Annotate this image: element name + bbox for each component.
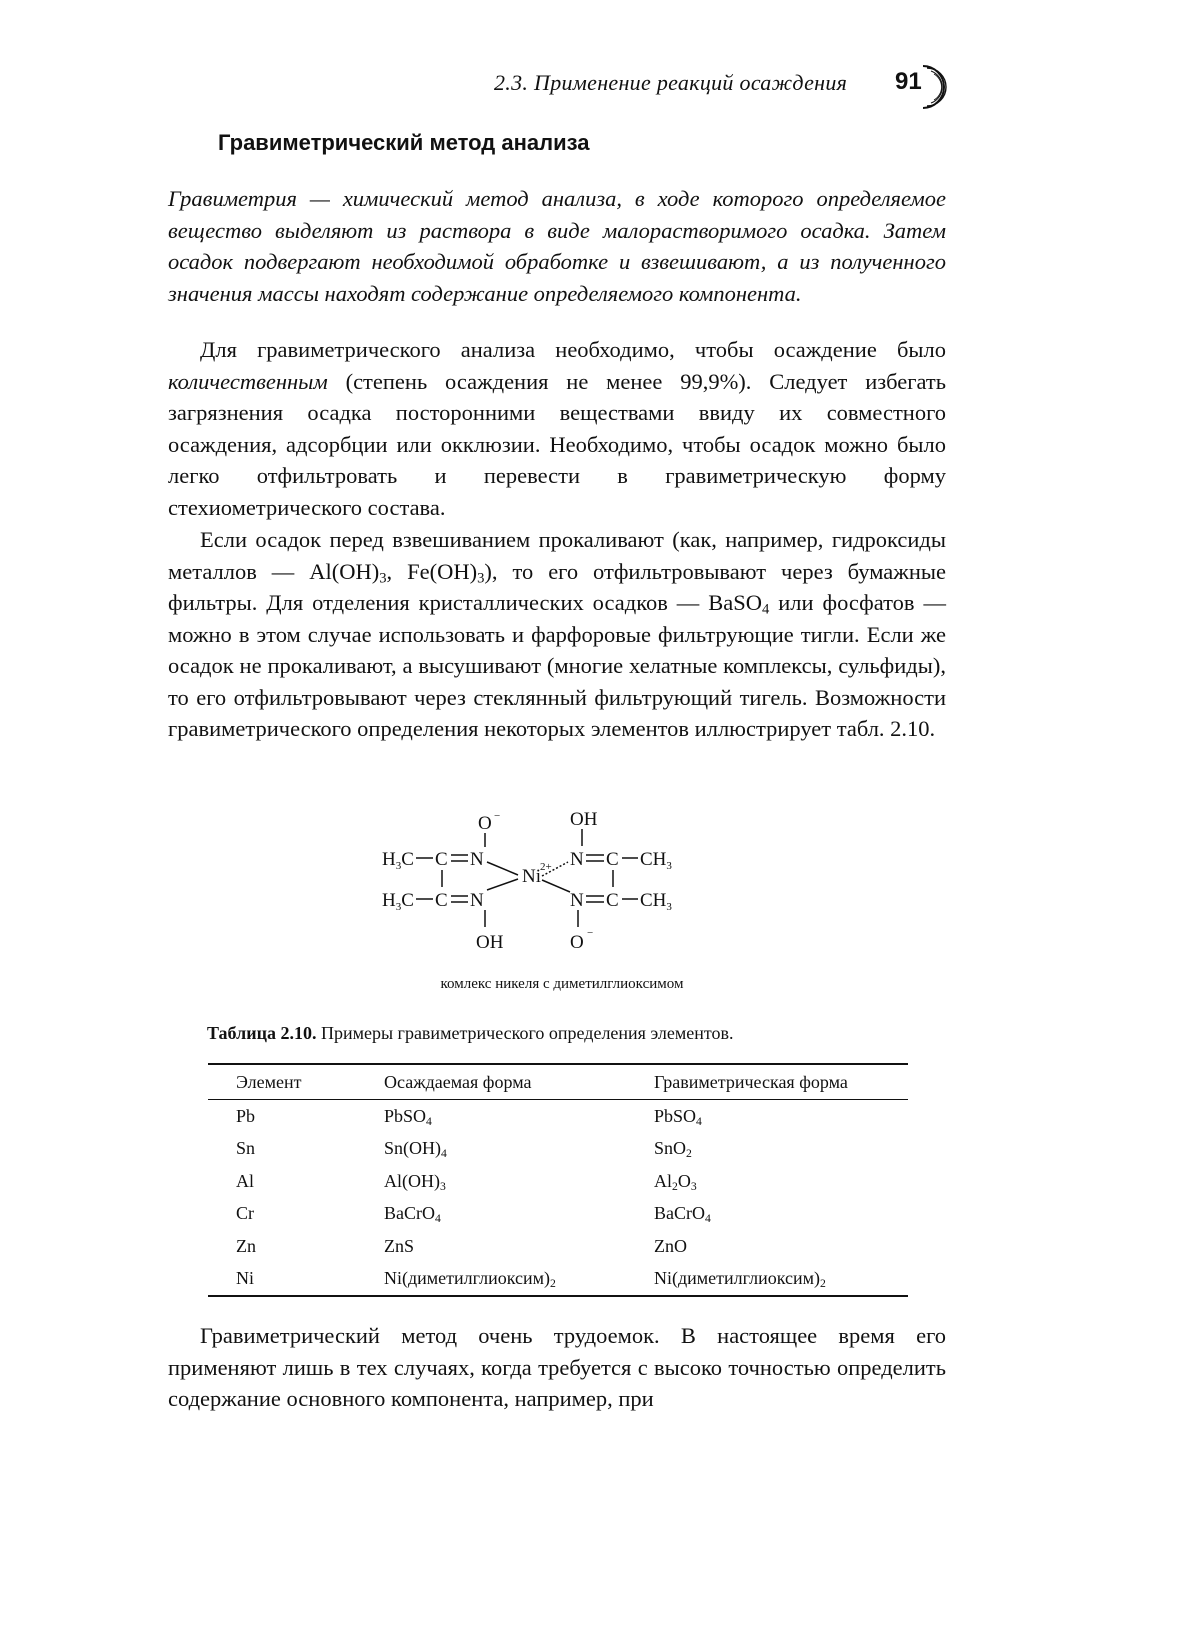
ch3-bottom: $CH_3$ [640, 890, 672, 913]
table-row [208, 1263, 908, 1297]
formula-caption: комлекс никеля с диметилглиоксимом [440, 976, 684, 992]
oh-top: OH [570, 809, 598, 830]
table-row [208, 1133, 908, 1166]
cell-precipitated-form: ZnS [384, 1235, 415, 1256]
cell-precipitated-form: $Al(OH)_3$ [384, 1170, 446, 1193]
cell-precipitated-form: BaCrO$_4$ [384, 1203, 441, 1226]
paragraph-requirements [168, 334, 946, 523]
o-minus-bottom: O [570, 932, 584, 953]
running-title: 2.3. Применение реакций осаждения [494, 70, 848, 95]
cell-precipitated-form: PbSO$_4$ [384, 1105, 432, 1128]
cell-element: Zn [236, 1235, 256, 1256]
atom-c: C [435, 890, 448, 911]
atom-n: N [470, 890, 484, 911]
cell-element: Pb [236, 1105, 256, 1126]
paragraph-conclusion: Гравиметрический метод очень трудоемок. В настоящее время его применяют лишь в тех случаях, когда требуется с высоко точностью определить содержание основного компонента, например, при [168, 1323, 946, 1411]
bond [487, 879, 518, 890]
charge-minus: − [494, 810, 501, 822]
column-header-element: Элемент [236, 1071, 302, 1092]
table-row [208, 1165, 908, 1198]
gravimetry-table [208, 1063, 908, 1297]
table-caption-label: Таблица 2.10. [207, 1023, 317, 1043]
cell-element: Cr [236, 1203, 254, 1224]
subscript: 4 [762, 601, 770, 618]
cell-gravimetric-form: $Ni(диметилглиоксим)_2$ [654, 1268, 826, 1291]
emphasis-quantitative: количественным [168, 368, 328, 394]
cell-precipitated-form: $Sn(OH)_4$ [384, 1138, 447, 1161]
definition-paragraph: Гравиметрия — химический метод анализа, в ходе которого определяемое вещество выделяют из раствора в виде малорастворимого осадка. Затем осадок подвергают необходимой обработке и взвешивают, а из полученного значения массы находят содержание определяемого компонента. [168, 186, 946, 306]
nickel-dimethylglyoxime-structure [382, 809, 730, 960]
cell-gravimetric-form: $Al_2O_3$ [654, 1170, 697, 1193]
ch3-top: $CH_3$ [640, 849, 672, 872]
ni-charge: 2+ [540, 861, 552, 873]
h3c-bottom: $H_3C$ [382, 890, 414, 913]
cell-gravimetric-form: PbSO$_4$ [654, 1105, 702, 1128]
text-run: или фосфатов — можно в этом случае использовать и фарфоровые фильтрующие тигли. Если же осадок не прокаливают, а высушивают (многие хелатные комплексы, сульфиды), то его отфильтровывают через стеклянный фильтрующий тигель. Возможности гравиметрического определения некоторых элементов иллюстрирует табл. 2.10. [168, 590, 946, 741]
text-run: Если осадок перед взвешиванием прокаливают (как, например, гидроксиды металлов — Al(OH) [168, 527, 946, 584]
atom-c: C [606, 890, 619, 911]
data-table [208, 1063, 908, 1297]
table-row [208, 1100, 908, 1133]
cell-element: Sn [236, 1138, 256, 1159]
page-number-badge [887, 62, 947, 112]
table-row [208, 1198, 908, 1231]
running-header [480, 62, 970, 112]
text-run: ), то его отфильтровывают через бумажные фильтры. Для отделения кристаллических осадков — BaSO [168, 558, 946, 615]
text-run: , Fe(OH) [386, 558, 478, 584]
atom-c: C [435, 849, 448, 870]
atom-c: C [606, 849, 619, 870]
cell-gravimetric-form: SnO$_2$ [654, 1138, 692, 1161]
subscript: 3 [379, 570, 387, 587]
bond [487, 862, 518, 875]
text-run: Для гравиметрического анализа необходимо, чтобы осаждение было [200, 337, 946, 362]
charge-minus: − [587, 927, 594, 939]
cell-element: Ni [236, 1268, 254, 1289]
column-header-gravimetric-form: Гравиметрическая форма [654, 1071, 848, 1092]
atom-n: N [570, 849, 584, 870]
table-header-row [208, 1064, 908, 1100]
page-number-arc-icon [887, 62, 947, 112]
h3c-top: $H_3C$ [382, 849, 414, 872]
cell-precipitated-form: $Ni(диметилглиоксим)_2$ [384, 1268, 556, 1291]
page-number: 91 [895, 68, 922, 95]
o-minus-top: O [478, 813, 492, 834]
section-title: Гравиметрический метод анализа [218, 130, 590, 155]
atom-n: N [570, 890, 584, 911]
column-header-precipitated-form: Осаждаемая форма [384, 1071, 532, 1092]
table-caption [207, 1023, 733, 1044]
bond [542, 880, 570, 892]
atom-n: N [470, 849, 484, 870]
table-row [208, 1230, 908, 1263]
text-run: (степень осаждения не менее 99,9%). Следует избегать загрязнения осадка посторонними веществами ввиду их совместного осаждения, адсорбции или окклюзии. Необходимо, чтобы осадок можно было легко отфильтровать и перевести в гравиметрическую форму стехиометрического состава. [168, 368, 946, 520]
cell-gravimetric-form: BaCrO$_4$ [654, 1203, 711, 1226]
structure-drawing [382, 809, 730, 960]
ni-atom: Ni [522, 866, 541, 887]
cell-element: Al [236, 1170, 254, 1191]
paragraph-filtration [168, 524, 946, 745]
subscript: 3 [477, 570, 485, 587]
cell-gravimetric-form: ZnO [654, 1235, 687, 1256]
table-caption-text: Примеры гравиметрического определения элементов. [316, 1023, 734, 1043]
oh-bottom: OH [476, 932, 504, 953]
